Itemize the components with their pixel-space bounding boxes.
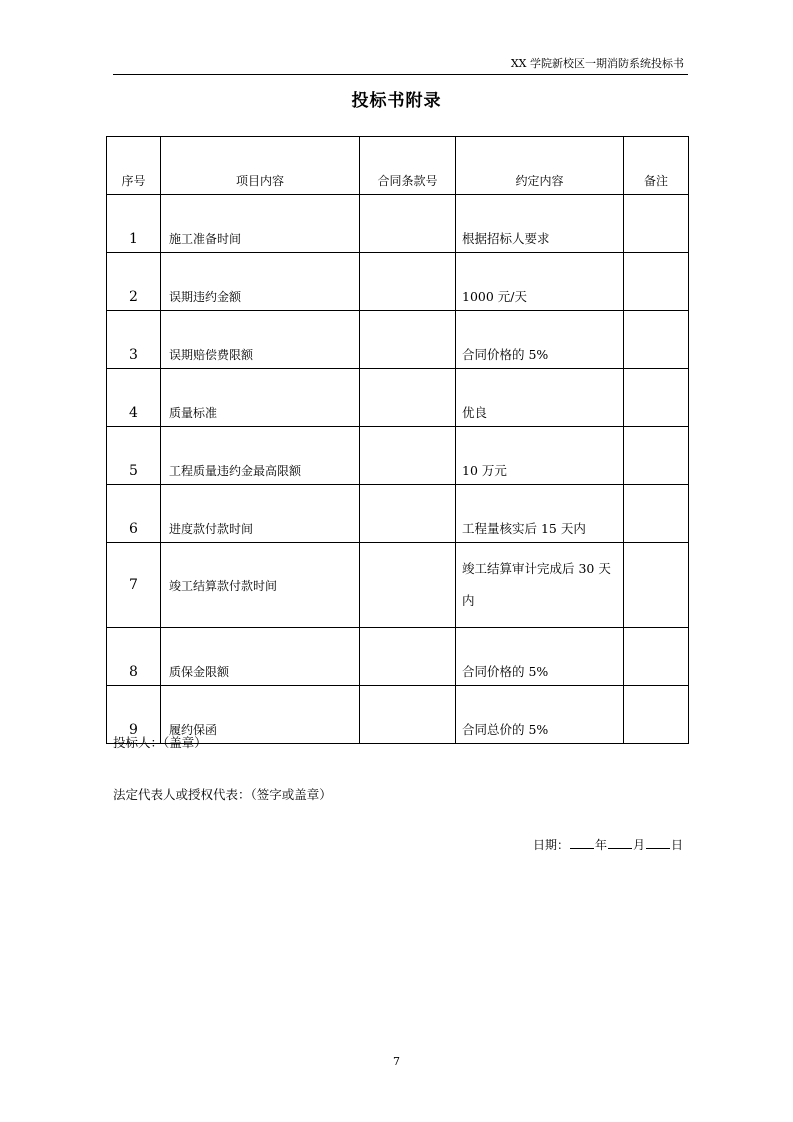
row-no: 6 [107, 485, 161, 543]
table-row [107, 253, 689, 311]
row-note [624, 628, 689, 686]
row-item: 误期赔偿费限额 [161, 311, 360, 369]
table-row [107, 628, 689, 686]
table-row [107, 427, 689, 485]
row-item: 履约保函 [161, 686, 360, 744]
row-note [624, 543, 689, 628]
row-content: 合同总价的 5% [456, 686, 624, 744]
row-item: 进度款付款时间 [161, 485, 360, 543]
row-clause [360, 311, 456, 369]
day-blank [646, 836, 670, 849]
month-blank [608, 836, 632, 849]
row-note [624, 253, 689, 311]
date-label: 日期： [532, 838, 569, 852]
year-blank [570, 836, 594, 849]
table-row [107, 485, 689, 543]
header-note: 备注 [624, 137, 689, 195]
page-number: 7 [393, 1055, 400, 1068]
row-clause [360, 253, 456, 311]
row-no: 2 [107, 253, 161, 311]
row-no: 9 [107, 686, 161, 744]
row-item: 施工准备时间 [161, 195, 360, 253]
row-clause [360, 369, 456, 427]
row-content: 1000 元/天 [456, 253, 624, 311]
row-item: 质量标准 [161, 369, 360, 427]
document-title: 投标书附录 [351, 91, 442, 111]
table-row [107, 543, 689, 628]
row-note [624, 686, 689, 744]
row-note [624, 485, 689, 543]
row-no: 7 [107, 543, 161, 628]
bidder-seal-line: 投标人：（盖章） [113, 735, 207, 750]
header-title: XX 学院新校区一期消防系统投标书 [510, 57, 684, 70]
row-clause [360, 427, 456, 485]
row-clause [360, 543, 456, 628]
year-label: 年 [594, 838, 607, 852]
row-no: 3 [107, 311, 161, 369]
row-note [624, 311, 689, 369]
header-content: 约定内容 [456, 137, 624, 195]
row-no: 4 [107, 369, 161, 427]
row-note [624, 369, 689, 427]
table-row [107, 311, 689, 369]
appendix-table [106, 136, 689, 744]
row-content: 合同价格的 5% [456, 628, 624, 686]
row-item: 质保金限额 [161, 628, 360, 686]
page-header [113, 56, 688, 75]
row-note [624, 427, 689, 485]
row-content: 工程量核实后 15 天内 [456, 485, 624, 543]
legal-rep-line: 法定代表人或授权代表：（签字或盖章） [113, 787, 332, 802]
row-item: 误期违约金额 [161, 253, 360, 311]
row-clause [360, 195, 456, 253]
row-clause [360, 686, 456, 744]
row-note [624, 195, 689, 253]
row-item: 工程质量违约金最高限额 [161, 427, 360, 485]
row-no: 1 [107, 195, 161, 253]
row-content: 合同价格的 5% [456, 311, 624, 369]
row-no: 5 [107, 427, 161, 485]
row-clause [360, 628, 456, 686]
row-no: 8 [107, 628, 161, 686]
month-label: 月 [632, 838, 645, 852]
row-content: 竣工结算审计完成后 30 天内 [456, 543, 624, 628]
row-content: 根据招标人要求 [456, 195, 624, 253]
table-row [107, 369, 689, 427]
row-content: 优良 [456, 369, 624, 427]
header-no: 序号 [107, 137, 161, 195]
header-item: 项目内容 [161, 137, 360, 195]
row-content: 10 万元 [456, 427, 624, 485]
table-header-row [107, 137, 689, 195]
row-item: 竣工结算款付款时间 [161, 543, 360, 628]
header-clause: 合同条款号 [360, 137, 456, 195]
table-row [107, 195, 689, 253]
row-clause [360, 485, 456, 543]
day-label: 日 [670, 838, 683, 852]
date-line [533, 836, 683, 853]
